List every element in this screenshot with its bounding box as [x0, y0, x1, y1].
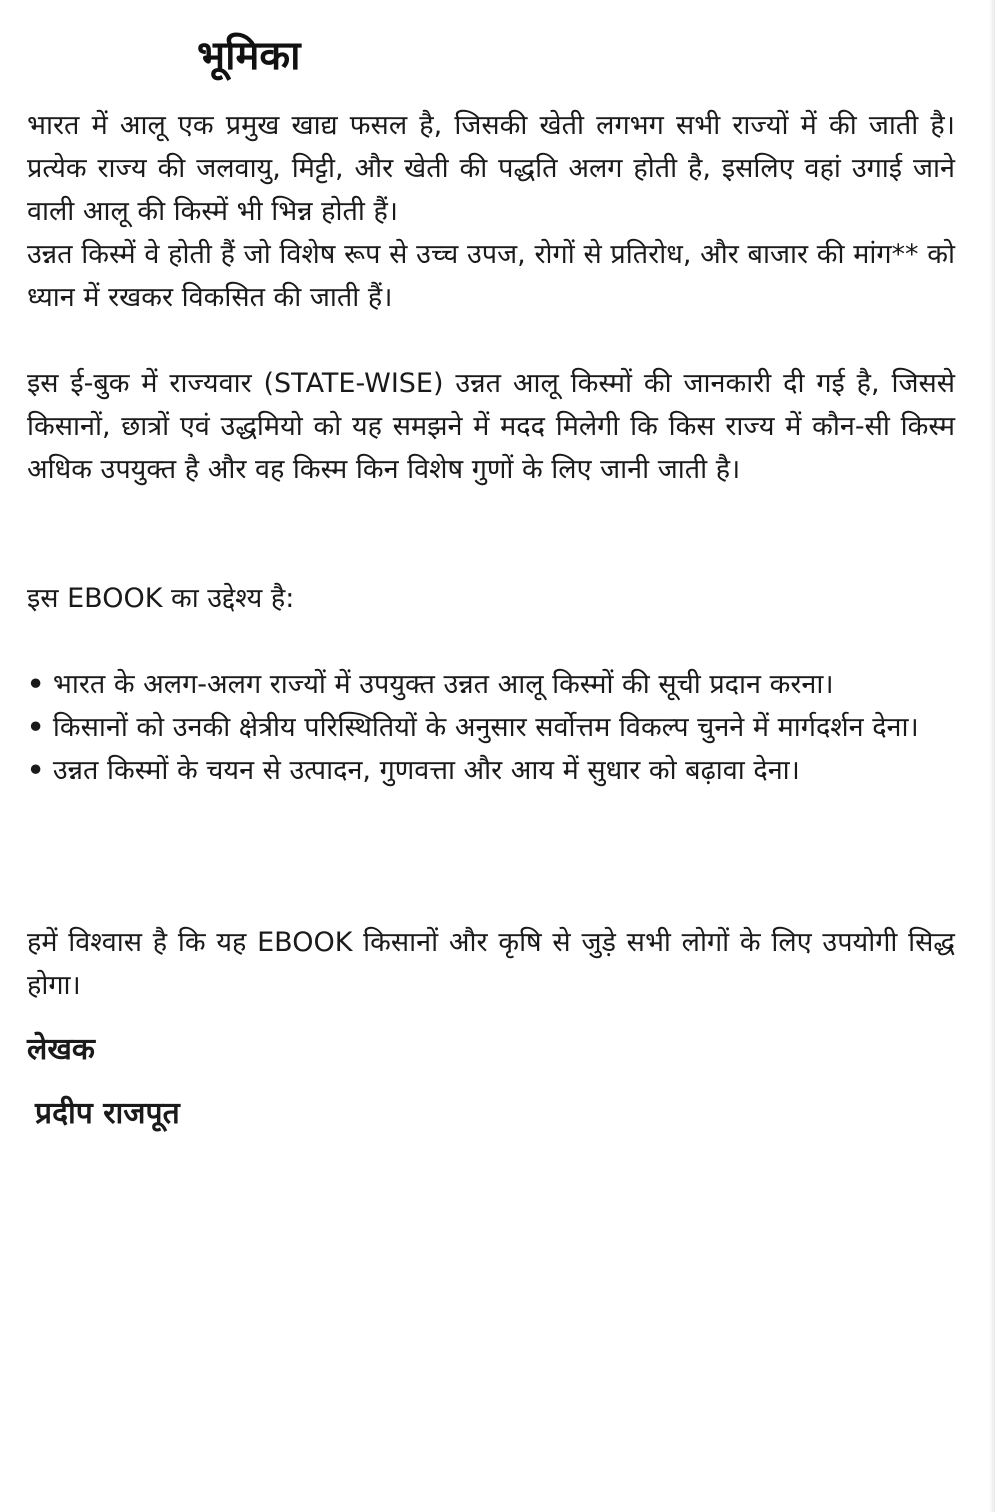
closing-paragraph: हमें विश्वास है कि यह EBOOK किसानों और कृषि से जुड़े सभी लोगों के लिए उपयोगी सिद्ध होगा।: [27, 927, 955, 1001]
page-edge-shadow: [989, 0, 995, 1512]
bullet-icon: •: [27, 712, 45, 743]
list-item: [27, 706, 955, 749]
intro-paragraph: [27, 104, 955, 319]
bullet-icon: •: [27, 755, 45, 786]
objective-text-3: उन्नत किस्मों के चयन से उत्पादन, गुणवत्ता और आय में सुधार को बढ़ावा देना।: [52, 755, 800, 786]
bullet-icon: •: [27, 669, 45, 700]
intro-sentence-2: उन्नत किस्में वे होती हैं जो विशेष रूप से उच्च उपज, रोगों से प्रतिरोध, और बाजार की मांग** को ध्यान में रखकर विकसित की जाती हैं।: [27, 239, 955, 313]
author-name: प्रदीप राजपूत: [35, 1096, 180, 1131]
objective-text-2: किसानों को उनकी क्षेत्रीय परिस्थितियों के अनुसार सर्वोत्तम विकल्प चुनने में मार्गदर्शन देना।: [52, 712, 919, 743]
page-title: भूमिका: [197, 33, 301, 79]
objectives-list: [27, 663, 955, 792]
author-label: लेखक: [27, 1032, 95, 1067]
intro-sentence-1: भारत में आलू एक प्रमुख खाद्य फसल है, जिसकी खेती लगभग सभी राज्यों में की जाती है। प्रत्येक राज्य की जलवायु, मिट्टी, और खेती की पद्धति अलग होती है, इसलिए वहां उगाई जाने वाली आलू की किस्में भी भिन्न होती हैं।: [27, 110, 955, 227]
objective-text-1: भारत के अलग-अलग राज्यों में उपयुक्त उन्नत आलू किस्मों की सूची प्रदान करना।: [52, 669, 834, 700]
state-wise-paragraph: इस ई-बुक में राज्यवार (STATE-WISE) उन्नत आलू किस्मों की जानकारी दी गई है, जिससे किसानों, छात्रों एवं उद्धमियो को यह समझने में मदद मिलेगी कि किस राज्य में कौन-सी किस्म अधिक उपयुक्त है और वह किस्म किन विशेष गुणों के लिए जानी जाती है।: [27, 368, 955, 485]
list-item: [27, 663, 955, 706]
list-item: [27, 749, 955, 792]
objective-heading: इस EBOOK का उद्देश्य है:: [27, 583, 295, 614]
